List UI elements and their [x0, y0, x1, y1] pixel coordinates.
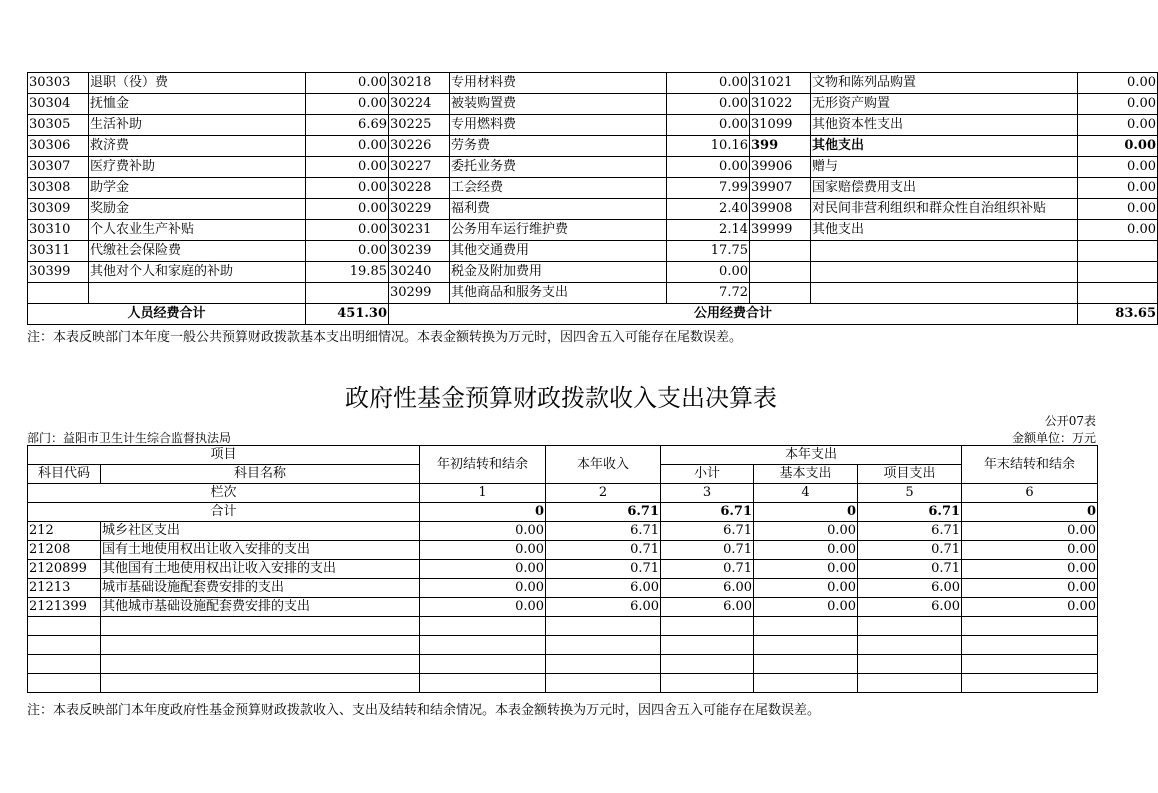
cell-amount: 7.72 [667, 283, 750, 304]
cell-amount: 0.00 [1078, 136, 1158, 157]
cell-name: 国有土地使用权出让收入安排的支出 [101, 541, 420, 560]
cell-amount: 0.00 [962, 598, 1098, 617]
total-label: 合计 [28, 503, 420, 522]
empty-cell [28, 636, 101, 655]
cell-code: 30224 [389, 94, 450, 115]
col-num: 2 [546, 484, 661, 503]
empty-cell [28, 674, 101, 693]
cell-code: 39908 [750, 199, 811, 220]
cell-name: 赠与 [811, 157, 1078, 178]
cell-amount: 0.71 [546, 560, 661, 579]
cell-name: 救济费 [89, 136, 306, 157]
cell-name: 医疗费补助 [89, 157, 306, 178]
cell-code: 399 [750, 136, 811, 157]
cell-amount: 0.00 [306, 220, 389, 241]
empty-cell [754, 674, 858, 693]
cell-amount: 0.00 [306, 73, 389, 94]
cell-amount: 0.00 [667, 94, 750, 115]
empty-cell [858, 636, 962, 655]
cell-amount: 19.85 [306, 262, 389, 283]
cell-amount [1078, 241, 1158, 262]
empty-cell [28, 655, 101, 674]
cell-amount: 6.00 [546, 598, 661, 617]
cell-name: 其他支出 [811, 136, 1078, 157]
table-row [28, 541, 1098, 560]
table-row [28, 283, 1158, 304]
cell-code [28, 283, 89, 304]
cell-code: 30308 [28, 178, 89, 199]
cell-name: 税金及附加费用 [450, 262, 667, 283]
cell-amount: 0.00 [667, 73, 750, 94]
header-row-1 [28, 446, 1098, 465]
cell-amount: 6.00 [546, 579, 661, 598]
total-value: 0 [962, 503, 1098, 522]
cell-amount: 7.99 [667, 178, 750, 199]
cell-name: 其他国有土地使用权出让收入安排的支出 [101, 560, 420, 579]
table-row [28, 73, 1158, 94]
header-carry-end: 年末结转和结余 [962, 446, 1098, 484]
cell-amount: 0.00 [754, 598, 858, 617]
empty-cell [546, 617, 661, 636]
cell-amount: 0.00 [1078, 157, 1158, 178]
cell-name: 委托业务费 [450, 157, 667, 178]
cell-amount: 0.00 [754, 522, 858, 541]
cell-amount: 0.00 [754, 579, 858, 598]
cell-code: 2121399 [28, 598, 101, 617]
cell-amount: 0.00 [420, 541, 546, 560]
empty-cell [754, 655, 858, 674]
table-row [28, 241, 1158, 262]
cell-amount: 6.00 [661, 598, 754, 617]
personnel-total-label: 人员经费合计 [28, 304, 306, 325]
cell-code [750, 241, 811, 262]
cell-amount: 0.00 [306, 241, 389, 262]
cell-amount: 0.00 [962, 560, 1098, 579]
table-row [28, 598, 1098, 617]
cell-amount: 0.00 [306, 94, 389, 115]
cell-amount: 0.00 [420, 522, 546, 541]
empty-cell [962, 636, 1098, 655]
cell-name: 对民间非营利组织和群众性自治组织补贴 [811, 199, 1078, 220]
col-num: 6 [962, 484, 1098, 503]
col-num: 3 [661, 484, 754, 503]
cell-code: 31022 [750, 94, 811, 115]
cell-amount: 0.00 [1078, 199, 1158, 220]
cell-code: 30399 [28, 262, 89, 283]
cell-amount: 0.71 [858, 560, 962, 579]
cell-amount: 6.00 [858, 579, 962, 598]
cell-amount: 17.75 [667, 241, 750, 262]
table-code: 公开07表 [1044, 414, 1096, 428]
total-value: 6.71 [858, 503, 962, 522]
cell-name: 助学金 [89, 178, 306, 199]
cell-amount: 6.71 [546, 522, 661, 541]
table-row [28, 136, 1158, 157]
cell-code: 30303 [28, 73, 89, 94]
cell-amount: 0.00 [754, 541, 858, 560]
table-row [28, 199, 1158, 220]
total-value: 0 [420, 503, 546, 522]
header-code: 科目代码 [28, 465, 101, 484]
page-title: 政府性基金预算财政拨款收入支出决算表 [345, 384, 777, 412]
empty-cell [754, 617, 858, 636]
cell-name: 其他商品和服务支出 [450, 283, 667, 304]
cell-name [811, 241, 1078, 262]
cell-name: 城市基础设施配套费安排的支出 [101, 579, 420, 598]
personnel-total-value: 451.30 [306, 304, 389, 325]
table-row [28, 579, 1098, 598]
cell-name [811, 262, 1078, 283]
empty-cell [420, 655, 546, 674]
cell-amount: 0.00 [1078, 115, 1158, 136]
header-income: 本年收入 [546, 446, 661, 484]
cell-amount: 0.00 [306, 178, 389, 199]
cell-amount: 0.00 [306, 199, 389, 220]
header-item: 项目 [28, 446, 420, 465]
cell-code: 39999 [750, 220, 811, 241]
cell-amount: 6.69 [306, 115, 389, 136]
cell-code: 21213 [28, 579, 101, 598]
cell-amount: 0.71 [858, 541, 962, 560]
cell-amount: 0.00 [420, 579, 546, 598]
cell-name: 其他城市基础设施配套费安排的支出 [101, 598, 420, 617]
cell-name: 其他交通费用 [450, 241, 667, 262]
empty-cell [661, 636, 754, 655]
total-value: 0 [754, 503, 858, 522]
cell-name: 文物和陈列品购置 [811, 73, 1078, 94]
table1-note: 注：本表反映部门本年度一般公共预算财政拨款基本支出明细情况。本表金额转换为万元时，因四舍五入可能存在尾数误差。 [27, 330, 743, 345]
total-value: 6.71 [661, 503, 754, 522]
cell-name: 奖励金 [89, 199, 306, 220]
cell-code: 39907 [750, 178, 811, 199]
table-row [28, 157, 1158, 178]
cell-name: 生活补助 [89, 115, 306, 136]
cell-amount: 0.00 [667, 262, 750, 283]
empty-cell [101, 617, 420, 636]
cell-amount: 2.40 [667, 199, 750, 220]
col-num: 4 [754, 484, 858, 503]
department: 部门：益阳市卫生计生综合监督执法局 [27, 431, 232, 445]
cell-amount [306, 283, 389, 304]
cell-name: 专用燃料费 [450, 115, 667, 136]
total-value: 6.71 [546, 503, 661, 522]
cell-amount: 0.00 [962, 522, 1098, 541]
cell-amount [1078, 283, 1158, 304]
cell-code: 31021 [750, 73, 811, 94]
cell-name: 代缴社会保险费 [89, 241, 306, 262]
col-num: 5 [858, 484, 962, 503]
cell-code: 30225 [389, 115, 450, 136]
cell-code [750, 262, 811, 283]
header-expense: 本年支出 [661, 446, 962, 465]
cell-code: 30218 [389, 73, 450, 94]
table-row [28, 220, 1158, 241]
empty-cell [420, 674, 546, 693]
cell-code: 21208 [28, 541, 101, 560]
cell-name: 其他支出 [811, 220, 1078, 241]
empty-cell [546, 636, 661, 655]
empty-cell [858, 674, 962, 693]
cell-code: 212 [28, 522, 101, 541]
empty-cell [546, 655, 661, 674]
empty-cell [420, 617, 546, 636]
empty-cell [661, 617, 754, 636]
cell-code [750, 283, 811, 304]
cell-amount: 0.00 [1078, 73, 1158, 94]
cell-code: 30228 [389, 178, 450, 199]
total-row [28, 503, 1098, 522]
cell-name: 国家赔偿费用支出 [811, 178, 1078, 199]
cell-amount: 6.71 [858, 522, 962, 541]
cell-amount: 0.00 [1078, 220, 1158, 241]
cell-name [811, 283, 1078, 304]
cell-code: 30231 [389, 220, 450, 241]
cell-amount: 0.00 [420, 560, 546, 579]
cell-amount: 2.14 [667, 220, 750, 241]
cell-amount: 6.71 [661, 522, 754, 541]
cell-name: 劳务费 [450, 136, 667, 157]
table-row [28, 115, 1158, 136]
empty-cell [754, 636, 858, 655]
cell-code: 30227 [389, 157, 450, 178]
cell-name: 城乡社区支出 [101, 522, 420, 541]
col-label: 栏次 [28, 484, 420, 503]
header-basic: 基本支出 [754, 465, 858, 484]
empty-row [28, 674, 1098, 693]
empty-cell [28, 617, 101, 636]
table-row [28, 94, 1158, 115]
fund-budget-table [27, 445, 1098, 693]
cell-code: 2120899 [28, 560, 101, 579]
public-total-label: 公用经费合计 [389, 304, 1078, 325]
table-row [28, 560, 1098, 579]
empty-cell [546, 674, 661, 693]
basic-expenditure-table [27, 72, 1158, 325]
cell-code: 30311 [28, 241, 89, 262]
cell-code: 39906 [750, 157, 811, 178]
empty-cell [858, 655, 962, 674]
amount-unit: 金额单位：万元 [1011, 431, 1096, 445]
cell-name: 福利费 [450, 199, 667, 220]
empty-cell [858, 617, 962, 636]
cell-code: 30310 [28, 220, 89, 241]
cell-code: 30240 [389, 262, 450, 283]
cell-code: 30307 [28, 157, 89, 178]
cell-code: 30299 [389, 283, 450, 304]
cell-name: 抚恤金 [89, 94, 306, 115]
cell-code: 30229 [389, 199, 450, 220]
cell-amount: 0.00 [962, 541, 1098, 560]
empty-cell [962, 674, 1098, 693]
cell-name: 退职（役）费 [89, 73, 306, 94]
cell-amount: 10.16 [667, 136, 750, 157]
cell-amount: 0.00 [306, 157, 389, 178]
table-row [28, 262, 1158, 283]
cell-name: 其他资本性支出 [811, 115, 1078, 136]
empty-cell [420, 636, 546, 655]
cell-name [89, 283, 306, 304]
table2-note: 注：本表反映部门本年度政府性基金预算财政拨款收入、支出及结转和结余情况。本表金额转换为万元时，因四舍五入可能存在尾数误差。 [27, 703, 821, 718]
public-total-value: 83.65 [1078, 304, 1158, 325]
cell-amount: 0.00 [962, 579, 1098, 598]
empty-cell [101, 655, 420, 674]
empty-cell [962, 655, 1098, 674]
empty-cell [962, 617, 1098, 636]
col-num: 1 [420, 484, 546, 503]
cell-code: 30306 [28, 136, 89, 157]
empty-row [28, 636, 1098, 655]
table-row [28, 178, 1158, 199]
cell-name: 其他对个人和家庭的补助 [89, 262, 306, 283]
cell-amount: 0.00 [306, 136, 389, 157]
empty-row [28, 617, 1098, 636]
total-row [28, 304, 1158, 325]
header-subtotal: 小计 [661, 465, 754, 484]
cell-code: 31099 [750, 115, 811, 136]
cell-amount: 6.00 [661, 579, 754, 598]
cell-name: 公务用车运行维护费 [450, 220, 667, 241]
cell-name: 专用材料费 [450, 73, 667, 94]
cell-amount: 0.00 [420, 598, 546, 617]
cell-name: 个人农业生产补贴 [89, 220, 306, 241]
cell-name: 无形资产购置 [811, 94, 1078, 115]
cell-amount [1078, 262, 1158, 283]
cell-name: 工会经费 [450, 178, 667, 199]
cell-code: 30305 [28, 115, 89, 136]
cell-amount: 0.71 [546, 541, 661, 560]
cell-amount: 6.00 [858, 598, 962, 617]
cell-amount: 0.00 [1078, 94, 1158, 115]
empty-cell [661, 674, 754, 693]
cell-amount: 0.00 [754, 560, 858, 579]
header-carry-begin: 年初结转和结余 [420, 446, 546, 484]
cell-amount: 0.00 [1078, 178, 1158, 199]
cell-name: 被装购置费 [450, 94, 667, 115]
empty-cell [101, 674, 420, 693]
cell-code: 30304 [28, 94, 89, 115]
header-project: 项目支出 [858, 465, 962, 484]
header-name: 科目名称 [101, 465, 420, 484]
cell-amount: 0.00 [667, 157, 750, 178]
empty-row [28, 655, 1098, 674]
cell-code: 30226 [389, 136, 450, 157]
empty-cell [101, 636, 420, 655]
empty-cell [661, 655, 754, 674]
cell-amount: 0.00 [667, 115, 750, 136]
table-row [28, 522, 1098, 541]
cell-code: 30309 [28, 199, 89, 220]
cell-code: 30239 [389, 241, 450, 262]
cell-amount: 0.71 [661, 560, 754, 579]
cell-amount: 0.71 [661, 541, 754, 560]
column-number-row [28, 484, 1098, 503]
